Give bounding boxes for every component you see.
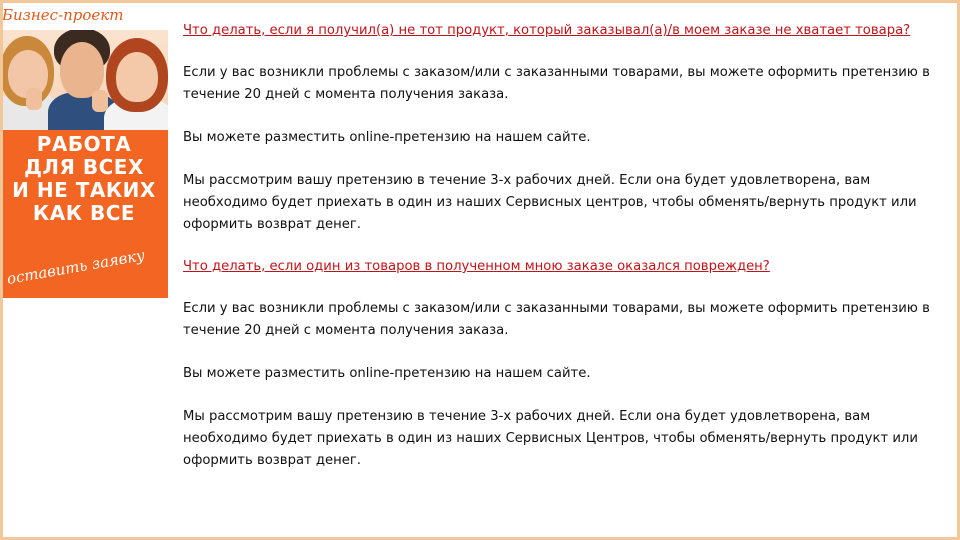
slogan-line: И НЕ ТАКИХ (12, 178, 156, 202)
leave-request-link[interactable]: оставить заявку (5, 246, 147, 289)
faq-answer-paragraph: Мы рассмотрим вашу претензию в течение 3-х рабочих дней. Если она будет удовлетворена, вам необходимо будет приехать в один из наших Сервисных Центров, чтобы обменять/вернуть продукт или оформить возврат денег. (183, 409, 918, 468)
faq-answer-paragraph: Если у вас возникли проблемы с заказом/или с заказанными товарами, вы можете оформить претензию в течение 20 дней с момента получения заказа. (183, 65, 930, 102)
banner-slogan (8, 133, 160, 225)
person-3-face (116, 52, 158, 102)
slogan-line: КАК ВСЕ (32, 201, 136, 225)
faq-question[interactable]: Что делать, если я получил(а) не тот продукт, который заказывал(а)/в моем заказе не хватает товара? (183, 23, 911, 38)
faq-answer-paragraph: Вы можете разместить online-претензию на нашем сайте. (183, 366, 591, 381)
faq-content (183, 20, 938, 493)
thumbs-up-icon (92, 90, 108, 112)
faq-answer-paragraph: Мы рассмотрим вашу претензию в течение 3-х рабочих дней. Если она будет удовлетворена, вам необходимо будет приехать в один из наших Сервисных центров, чтобы обменять/вернуть продукт или оформить возврат денег. (183, 173, 917, 232)
thumbs-up-icon (26, 88, 42, 110)
faq-question[interactable]: Что делать, если один из товаров в полученном мною заказе оказался поврежден? (183, 259, 770, 274)
faq-answer-paragraph: Если у вас возникли проблемы с заказом/или с заказанными товарами, вы можете оформить претензию в течение 20 дней с момента получения заказа. (183, 301, 930, 338)
banner-photo (0, 30, 168, 130)
banner-project-title: Бизнес-проект (2, 6, 124, 24)
slogan-line: РАБОТА (36, 132, 132, 156)
slogan-line: ДЛЯ ВСЕХ (24, 155, 144, 179)
promo-banner[interactable] (0, 0, 168, 298)
faq-answer-paragraph: Вы можете разместить online-претензию на нашем сайте. (183, 130, 591, 145)
